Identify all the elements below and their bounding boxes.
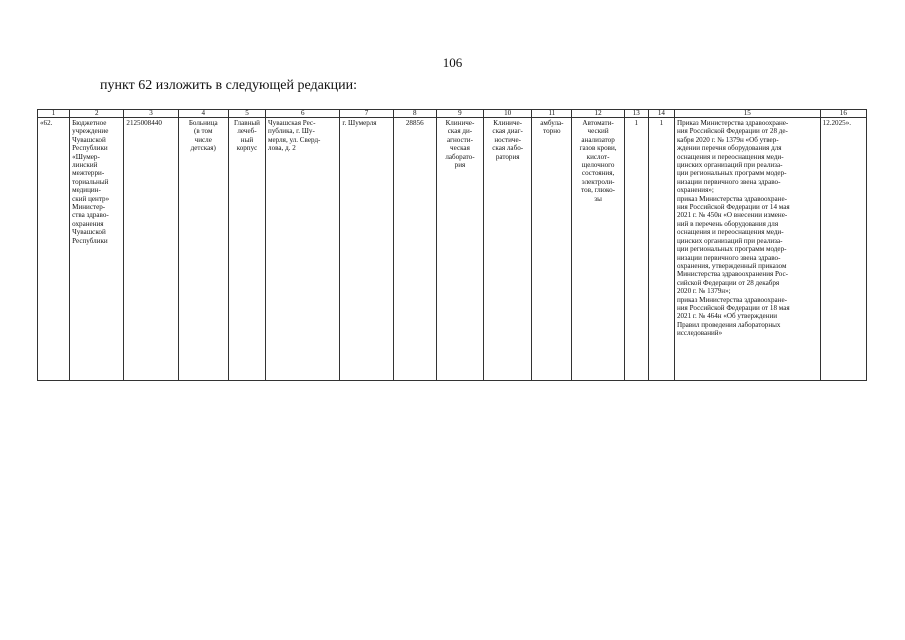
cell-line: оснащения и переоснащения меди- <box>676 228 784 237</box>
cell-line: мерля, ул. Сверд- <box>268 135 321 144</box>
cell-line: Автомати- <box>582 119 614 127</box>
cell-line: ская лабо- <box>492 144 524 153</box>
header-cell: 16 <box>820 110 866 118</box>
cell-line: ний в перечень оборудования для <box>676 219 779 228</box>
cell-line: Чувашская Рес- <box>268 119 316 127</box>
cell-line: учреждение <box>72 127 109 136</box>
header-cell: 9 <box>436 110 483 118</box>
cell-legal-basis <box>674 118 820 381</box>
cell-line: ская диаг- <box>492 127 523 136</box>
cell-line: 2021 г. № 464н «Об утверждении <box>676 312 778 321</box>
cell-line: лечеб- <box>237 127 257 136</box>
cell-line: Чувашской <box>72 228 106 237</box>
cell-line: анализатор <box>581 135 615 144</box>
header-cell: 14 <box>648 110 674 118</box>
cell-line: ториальный <box>72 177 109 186</box>
page-number: 106 <box>442 55 463 70</box>
cell-department <box>436 118 483 381</box>
cell-line: амбула- <box>540 119 564 127</box>
cell-line: ческий <box>587 127 609 136</box>
header-cell: 10 <box>484 110 532 118</box>
cell-line: Республики <box>72 236 108 245</box>
header-cell: 12 <box>572 110 624 118</box>
cell-line: Чувашской <box>72 135 106 144</box>
cell-line: электроли- <box>581 177 615 186</box>
cell-line: охранения, утвержденный приказом <box>676 261 787 270</box>
cell-line: ный <box>240 135 254 144</box>
cell-line: ратория <box>495 152 520 161</box>
cell-line: лаборато- <box>445 152 475 161</box>
cell-line: ния Российской Федерации от 28 де- <box>676 127 788 136</box>
header-cell: 3 <box>124 110 178 118</box>
cell-line: 2021 г. № 450н «О внесении измене- <box>676 211 788 220</box>
cell-line: Министерства здравоохранения Рос- <box>676 270 789 279</box>
intro-text: пункт 62 изложить в следующей редакции: <box>100 78 357 93</box>
cell-city: г. Шумерля <box>340 118 393 381</box>
cell-item-number: «62. <box>38 118 70 381</box>
cell-line: оснащения и переоснащения меди- <box>676 152 784 161</box>
cell-line: состояния, <box>581 169 615 178</box>
header-cell: 2 <box>70 110 124 118</box>
cell-deadline: 12.2025». <box>820 118 866 381</box>
cell-line: ства здраво- <box>72 211 109 220</box>
cell-line: числе <box>194 135 212 144</box>
cell-line: сийской Федерации от 28 декабря <box>676 278 780 287</box>
cell-line: ждении перечня оборудования для <box>676 144 782 153</box>
cell-building <box>228 118 265 381</box>
cell-line: медицин- <box>72 186 101 195</box>
cell-line: публика, г. Шу- <box>268 127 315 136</box>
cell-line: исследований» <box>676 329 723 338</box>
cell-line: ностиче- <box>494 135 521 144</box>
cell-line: ния Российской Федерации от 18 мая <box>676 303 790 312</box>
header-cell: 11 <box>532 110 572 118</box>
cell-line: детская) <box>190 144 216 153</box>
cell-line: Министер- <box>72 203 106 212</box>
cell-line: охранения <box>72 219 104 228</box>
cell-quantity: 1 <box>624 118 648 381</box>
cell-line: цинских организаций при реализа- <box>676 161 783 170</box>
cell-line: ния Российской Федерации от 14 мая <box>676 203 790 212</box>
cell-line: Клиниче- <box>493 119 523 127</box>
cell-line: низации первичного звена здраво- <box>676 177 781 186</box>
cell-line: Бюджетное <box>72 119 107 127</box>
cell-line: цинских организаций при реализа- <box>676 236 783 245</box>
cell-line: Республики <box>72 144 108 153</box>
cell-line: Правил проведения лабораторных <box>676 320 781 329</box>
cell-line: ческая <box>450 144 470 153</box>
cell-line: агности- <box>446 135 473 144</box>
cell-line: линский <box>72 161 98 170</box>
cell-line: низации первичного звена здраво- <box>676 253 781 262</box>
header-cell: 6 <box>266 110 340 118</box>
cell-care-condition <box>532 118 572 381</box>
cell-line: ции региональных программ модер- <box>676 169 787 178</box>
cell-line: кислот- <box>586 152 610 161</box>
cell-unit <box>484 118 532 381</box>
cell-organization <box>70 118 124 381</box>
table-row <box>38 118 867 381</box>
header-cell: 15 <box>674 110 820 118</box>
cell-line: «Шумер- <box>72 152 100 161</box>
cell-line: Больница <box>188 119 218 127</box>
cell-line: корпус <box>236 144 258 153</box>
cell-line: ции региональных программ модер- <box>676 245 787 254</box>
data-table <box>37 109 867 381</box>
cell-line: приказ Министерства здравоохране- <box>676 295 787 304</box>
cell-line: приказ Министерства здравоохране- <box>676 194 787 203</box>
cell-code: 28856 <box>393 118 436 381</box>
cell-line: Приказ Министерства здравоохране- <box>676 119 789 127</box>
cell-quantity-2: 1 <box>648 118 674 381</box>
header-cell: 4 <box>178 110 228 118</box>
cell-line: лова, д. 2 <box>268 144 296 153</box>
header-cell: 8 <box>393 110 436 118</box>
cell-line: (в том <box>194 127 213 136</box>
cell-line: газов крови, <box>579 144 617 153</box>
cell-line: зы <box>594 194 602 203</box>
cell-inn: 2125008440 <box>124 118 178 381</box>
cell-line: Клиниче- <box>445 119 475 127</box>
header-cell: 1 <box>38 110 70 118</box>
cell-line: ский центр» <box>72 194 110 203</box>
header-cell: 13 <box>624 110 648 118</box>
cell-line: торно <box>543 127 561 136</box>
cell-line: Главный <box>233 119 260 127</box>
header-row <box>38 110 867 118</box>
cell-line: ская ди- <box>447 127 473 136</box>
cell-line: тов, глюко- <box>581 186 616 195</box>
cell-line: рия <box>454 161 466 170</box>
cell-address <box>266 118 340 381</box>
cell-line: межтерри- <box>72 169 105 178</box>
cell-line: охранения»; <box>676 186 714 195</box>
cell-line: щелочного <box>581 161 615 170</box>
cell-facility-type <box>178 118 228 381</box>
cell-line: 2020 г. № 1379н»; <box>676 287 731 296</box>
cell-equipment <box>572 118 624 381</box>
header-cell: 5 <box>228 110 265 118</box>
cell-line: кабря 2020 г. № 1379н «Об утвер- <box>676 135 779 144</box>
header-cell: 7 <box>340 110 393 118</box>
